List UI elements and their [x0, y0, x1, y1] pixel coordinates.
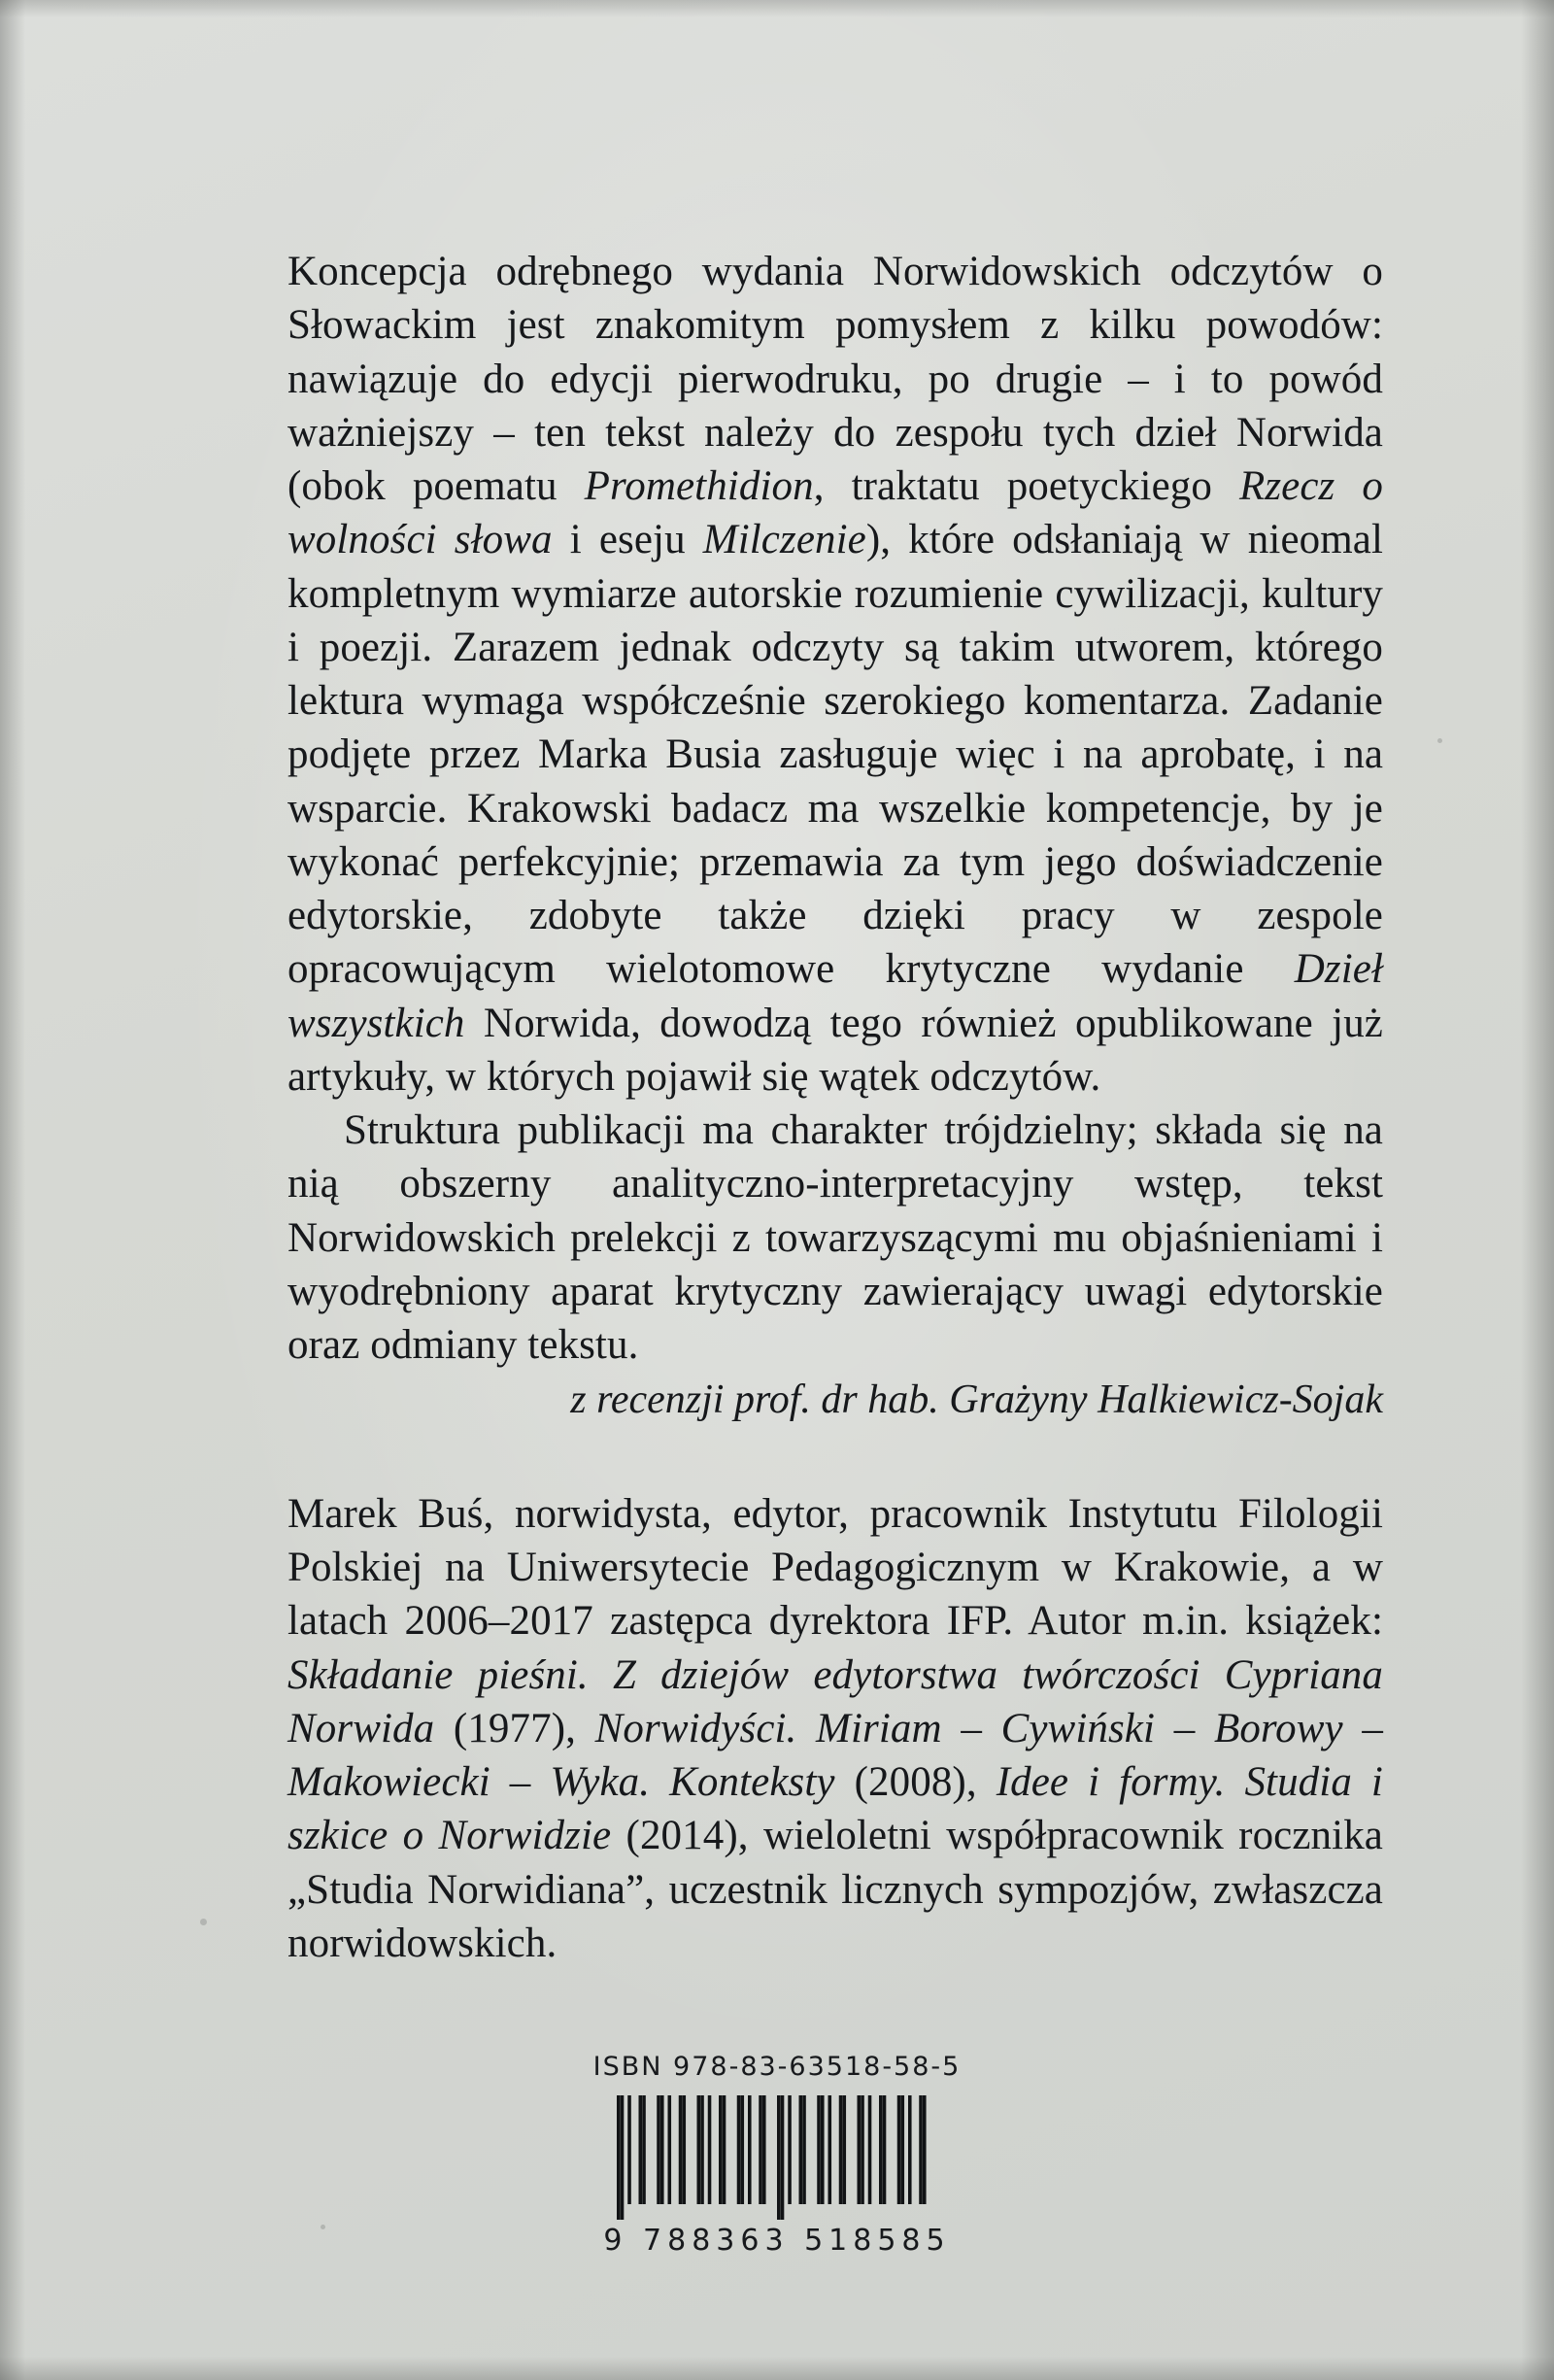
blurb-paragraph: Struktura publikacji ma charakter trójdzielny; składa się na nią obszerny analityczno-interpretacyjny wstęp, tekst Norwidowskich prelekcji z towarzyszącymi mu objaśnieniami i wyodrębniony aparat krytyczny zawierający uwagi edytorskie oraz odmiany tekstu. [287, 1107, 1383, 1368]
blurb-attribution: z recenzji prof. dr hab. Grażyny Halkiewicz-Sojak [570, 1377, 1383, 1423]
page-edge-shadow-top [0, 0, 1554, 17]
isbn-block [0, 2052, 1554, 2258]
author-bio [287, 1487, 1383, 1970]
paper-speck [200, 1919, 207, 1925]
barcode [603, 2095, 950, 2258]
author-bio-paragraph: Marek Buś, norwidysta, edytor, pracownik Instytutu Filologii Polskiej na Uniwersytecie Pedagogicznym w Krakowie, a w latach 2006–2017 zastępca dyrektora IFP. Autor m.in. książek: Składanie pieśni. Z dziejów edytorstwa twórczości Cypriana Norwida (1977), Norwidyści. Miriam – Cywiński – Borowy – Makowiecki – Wyka. Konteksty (2008), Idee i formy. Studia i szkice o Norwidzie (2014), wieloletni współpracownik rocznika „Studia Norwidiana”, uczestnik licznych sympozjów, zwłaszcza norwidowskich. [287, 1490, 1383, 1966]
page-edge-shadow-left [0, 0, 25, 2380]
isbn-label: ISBN 978-83-63518-58-5 [592, 2052, 962, 2082]
paper-speck [1437, 738, 1442, 743]
barcode-digits: 9 788363 518585 [603, 2224, 951, 2258]
page-edge-shadow-right [1521, 0, 1554, 2380]
page-edge-shadow-bottom [0, 2357, 1554, 2380]
blurb-paragraph: Koncepcja odrębnego wydania Norwidowskich odczytów o Słowackim jest znakomitym pomysłem z kilku powodów: nawiązuje do edycji pierwodruku, po drugie – i to powód ważniejszy – ten tekst należy do zespołu tych dzieł Norwida (obok poematu Promethidion, traktatu poetyckiego Rzecz o wolności słowa i eseju Milczenie), które odsłaniają w nieomal kompletnym wymiarze autorskie rozumienie cywilizacji, kultury i poezji. Zarazem jednak odczyty są takim utworem, którego lektura wymaga współcześnie szerokiego komentarza. Zadanie podjęte przez Marka Busia zasługuje więc i na aprobatę, i na wsparcie. Krakowski badacz ma wszelkie kompetencje, by je wykonać perfekcyjnie; przemawia za tym jego doświadczenie edytorskie, zdobyte także dzięki pracy w zespole opracowującym wielotomowe krytyczne wydanie Dzieł wszystkich Norwida, dowodzą tego również opublikowane już artykuły, w których pojawił się wątek odczytów. [287, 249, 1384, 1100]
barcode-bars [617, 2095, 937, 2220]
cover-text-block [287, 245, 1383, 1970]
review-blurb [287, 245, 1383, 1372]
